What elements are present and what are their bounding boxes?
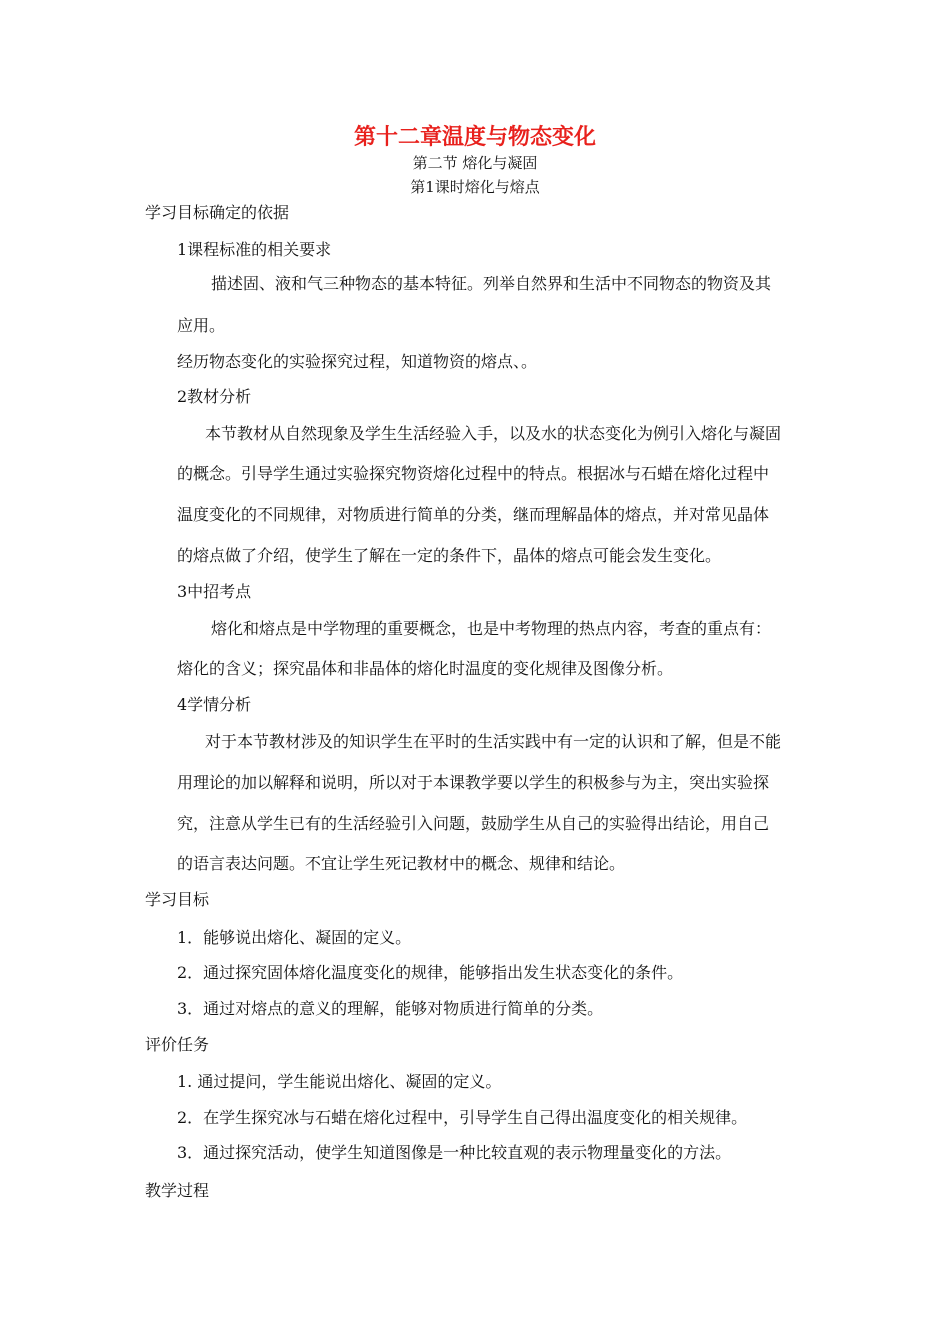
curriculum-heading: 1课程标准的相关要求 [177,240,332,259]
students-line: 用理论的加以解释和说明，所以对于本课教学要以学生的积极参与为主，突出实验探 [177,773,770,792]
evaluation-heading: 评价任务 [145,1035,210,1054]
exam-line: 熔化和熔点是中学物理的重要概念，也是中考物理的热点内容，考查的重点有： [211,619,772,638]
students-line: 究，注意从学生已有的生活经验引入问题，鼓励学生从自己的实验得出结论，用自己 [177,814,770,833]
curriculum-line: 经历物态变化的实验探究过程，知道物资的熔点、。 [177,352,538,371]
objective-item: 2．通过探究固体熔化温度变化的规律，能够指出发生状态变化的条件。 [177,963,684,982]
objective-item: 1．能够说出熔化、凝固的定义。 [177,928,412,947]
exam-line: 熔化的含义；探究晶体和非晶体的熔化时温度的变化规律及图像分析。 [177,659,674,678]
lesson-title: 第1课时熔化与熔点 [410,178,540,196]
students-line: 对于本节教材涉及的知识学生在平时的生活实践中有一定的认识和了解，但是不能 [205,732,782,751]
evaluation-item: 3．通过探究活动，使学生知道图像是一种比较直观的表示物理量变化的方法。 [177,1143,732,1162]
textbook-heading: 2教材分析 [177,387,252,406]
students-heading: 4学情分析 [177,695,252,714]
evaluation-item: 2．在学生探究冰与石蜡在熔化过程中，引导学生自己得出温度变化的相关规律。 [177,1108,748,1127]
process-heading: 教学过程 [145,1181,210,1200]
textbook-line: 的熔点做了介绍，使学生了解在一定的条件下，晶体的熔点可能会发生变化。 [177,546,722,565]
students-line: 的语言表达问题。不宜让学生死记教材中的概念、规律和结论。 [177,854,626,873]
evaluation-item: 1. 通过提问，学生能说出熔化、凝固的定义。 [177,1072,502,1091]
section-title: 第二节 熔化与凝固 [412,154,538,172]
exam-heading: 3中招考点 [177,582,252,601]
chapter-title: 第十二章温度与物态变化 [353,125,596,150]
objective-item: 3．通过对熔点的意义的理解，能够对物质进行简单的分类。 [177,999,604,1018]
objectives-heading: 学习目标 [145,890,210,909]
textbook-line: 温度变化的不同规律，对物质进行简单的分类，继而理解晶体的熔点，并对常见晶体 [177,505,770,524]
basis-heading: 学习目标确定的依据 [145,203,290,222]
curriculum-line: 描述固、液和气三种物态的基本特征。列举自然界和生活中不同物态的物资及其 [211,274,772,293]
curriculum-line: 应用。 [177,316,226,335]
textbook-line: 本节教材从自然现象及学生生活经验入手，以及水的状态变化为例引入熔化与凝固 [205,424,782,443]
textbook-line: 的概念。引导学生通过实验探究物资熔化过程中的特点。根据冰与石蜡在熔化过程中 [177,464,770,483]
